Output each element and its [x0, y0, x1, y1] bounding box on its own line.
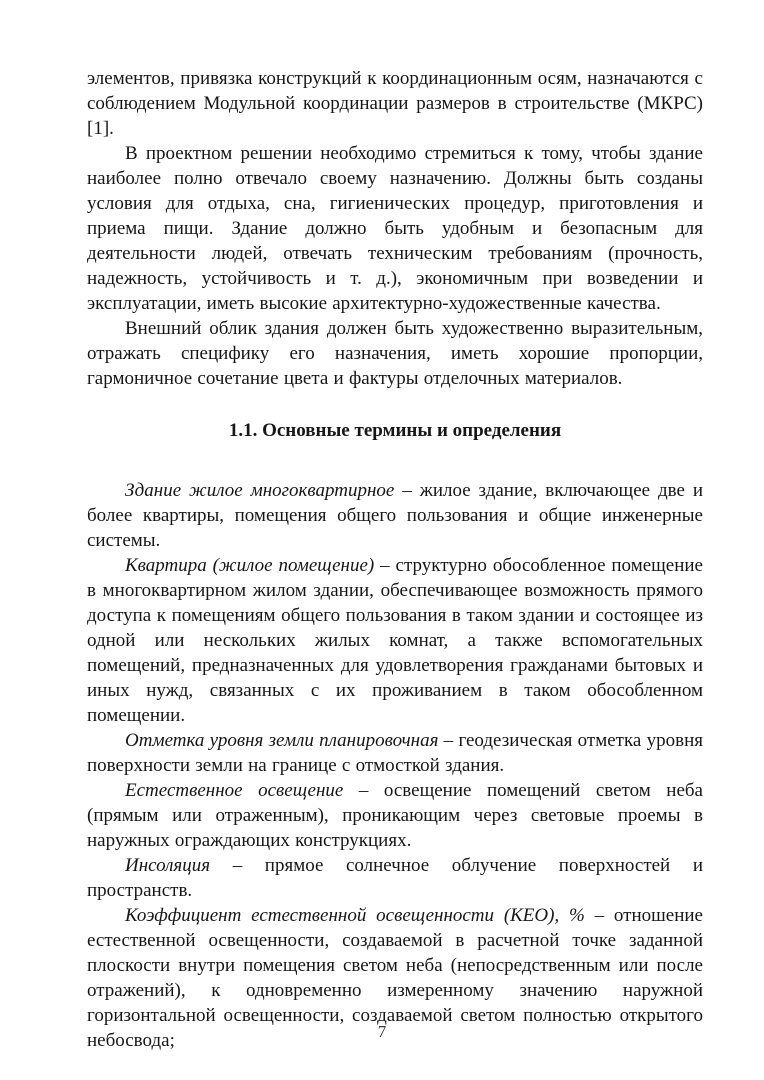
paragraph-definition: [87, 778, 703, 853]
definition-text: – структурно обособленное помещение в многоквартирном жилом здании, обеспечивающее возможность прямого доступа к помещениям общего пользования в таком здании и состоящее из одной или нескольких жилых комнат, а также вспомогательных помещений, предназначенных для удовлетворения гражданами бытовых и иных нужд, связанных с их проживанием в таком обособленном помещении.: [87, 555, 703, 726]
definition-text: – жилое здание, включающее две и более квартиры, помещения общего пользования и общие инженерные системы.: [87, 480, 703, 551]
defined-term: Естественное освещение: [125, 780, 344, 801]
paragraph-text: Внешний облик здания должен быть художественно выразительным, отражать специфику его назначения, иметь хорошие пропорции, гармоничное сочетание цвета и фактуры отделочных материалов.: [87, 318, 703, 389]
paragraph: [87, 316, 703, 391]
paragraph: [87, 66, 703, 141]
defined-term: Отметка уровня земли планировочная: [125, 730, 439, 751]
defined-term: Коэффициент естественной освещенности (КЕО), %: [125, 905, 585, 926]
defined-term: Инсоляция: [125, 855, 211, 876]
page-number: 7: [377, 1022, 387, 1041]
section-heading: 1.1. Основные термины и определения: [228, 420, 562, 441]
text-block: [87, 66, 703, 1053]
definition-text: – геодезическая отметка уровня поверхности земли на границе с отмосткой здания.: [87, 730, 703, 776]
paragraph: [87, 141, 703, 316]
paragraph-text: В проектном решении необходимо стремиться к тому, чтобы здание наиболее полно отвечало своему назначению. Должны быть созданы условия для отдыха, сна, гигиенических процедур, приготовления и приема пищи. Здание должно быть удобным и безопасным для деятельности людей, отвечать техническим требованиям (прочность, надежность, устойчивость и т. д.), экономичным при возведении и эксплуатации, иметь высокие архитектурно-художественные качества.: [87, 143, 703, 314]
definition-text: – прямое солнечное облучение поверхностей и пространств.: [87, 855, 703, 901]
defined-term: Квартира (жилое помещение): [125, 555, 375, 576]
definition-text: – отношение естественной освещенности, создаваемой в расчетной точке заданной плоскости внутри помещения светом неба (непосредственным или после отражений), к одновременно измеренному значению наружной горизонтальной освещенности, создаваемой светом полностью открытого небосвода;: [87, 905, 703, 1051]
definition-text: – освещение помещений светом неба (прямым или отраженным), проникающим через световые проемы в наружных ограждающих конструкциях.: [87, 780, 703, 851]
defined-term: Здание жилое многоквартирное: [125, 480, 395, 501]
paragraph-text: элементов, привязка конструкций к координационным осям, назначаются с соблюдением Модульной координации размеров в строительстве (МКРС) [1].: [87, 68, 703, 139]
paragraph-definition: [87, 853, 703, 903]
paragraph-definition: [87, 478, 703, 553]
paragraph-definition: [87, 728, 703, 778]
paragraph-definition: [87, 553, 703, 728]
